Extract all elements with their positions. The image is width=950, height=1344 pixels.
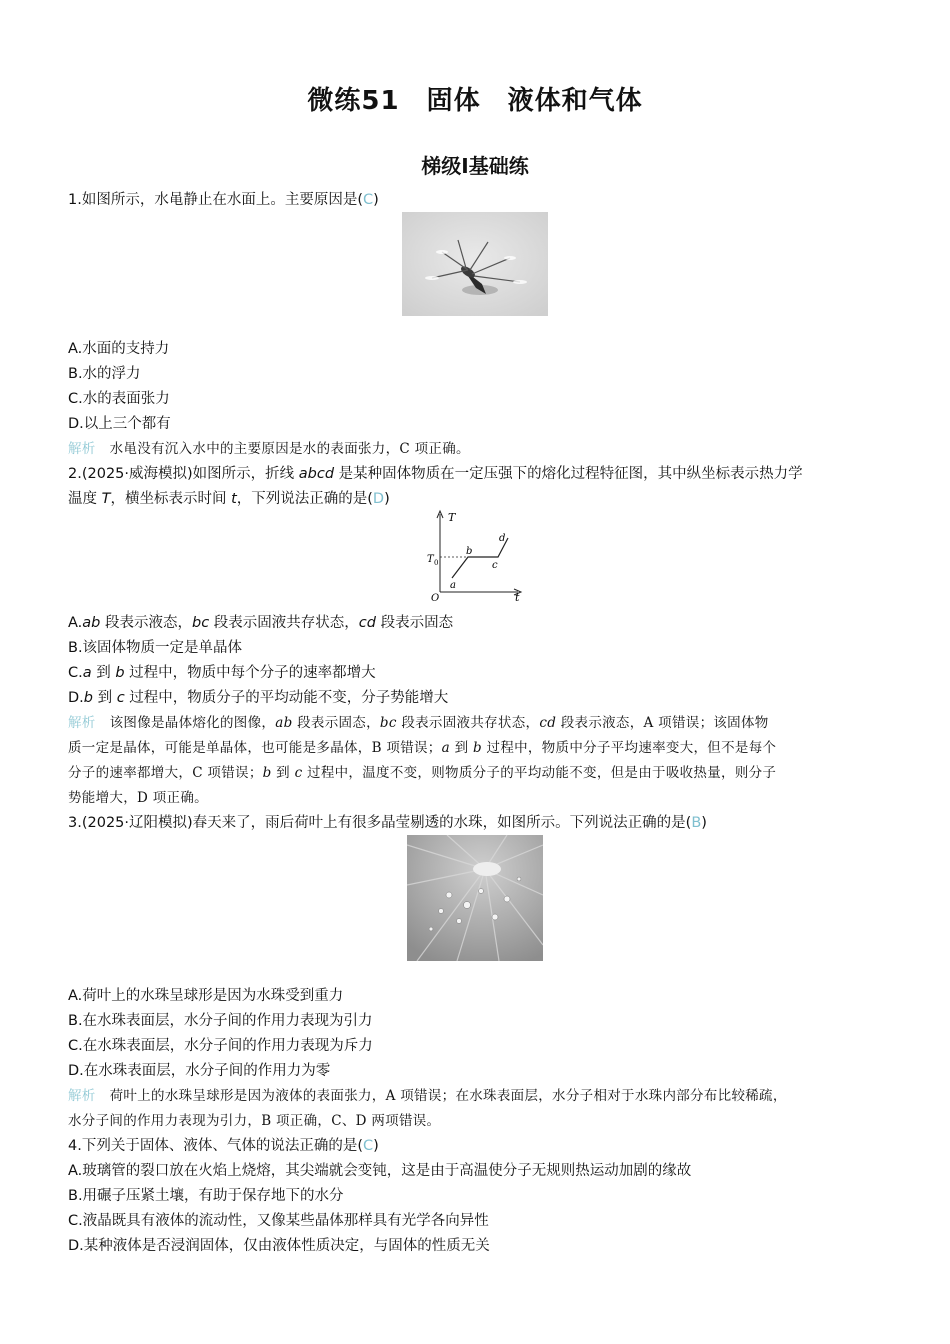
q2-stem-line2: 温度 T，横坐标表示时间 t，下列说法正确的是(D) — [68, 491, 390, 507]
q3-explanation-line2: 水分子间的作用力表现为引力，B 项正确，C、D 两项错误。 — [68, 1113, 441, 1129]
q2-answer: D — [372, 491, 385, 507]
point-d: d — [499, 533, 506, 544]
q2-explanation-line2: 质一定是晶体，可能是单晶体，也可能是多晶体，B 项错误；a 到 b 过程中，物质中分子平均速率变大，但不是每个 — [68, 740, 777, 756]
q3-option-d: D.在水珠表面层，水分子间的作用力为零 — [68, 1063, 331, 1079]
q1-option-d: D.以上三个都有 — [68, 416, 171, 432]
q3-option-c: C.在水珠表面层，水分子间的作用力表现为斥力 — [68, 1038, 373, 1054]
q1-option-c: C.水的表面张力 — [68, 391, 170, 407]
q4-option-d: D.某种液体是否浸润固体，仅由液体性质决定，与固体的性质无关 — [68, 1238, 490, 1254]
q4-answer: C — [363, 1138, 374, 1154]
t0-label: T — [427, 554, 434, 565]
q2-explanation-line1: 解析 该图像是晶体熔化的图像，ab 段表示固态，bc 段表示固液共存状态，cd 段表示液态，A 项错误；该固体物 — [68, 715, 769, 731]
q4-option-c: C.液晶既具有液体的流动性，又像某些晶体那样具有光学各向异性 — [68, 1213, 489, 1229]
q2-option-b: B.该固体物质一定是单晶体 — [68, 640, 243, 656]
q1-option-b: B.水的浮力 — [68, 366, 141, 382]
q2-explanation-line3: 分子的速率都增大，C 项错误；b 到 c 过程中，温度不变，则物质分子的平均动能不变，但是由于吸收热量，则分子 — [68, 765, 777, 781]
q3-answer: B — [691, 815, 702, 831]
q2-option-d: D.b 到 c 过程中，物质分子的平均动能不变，分子势能增大 — [68, 690, 449, 706]
water-strider-photo — [402, 212, 548, 316]
origin-label: O — [431, 593, 440, 602]
x-label: t — [515, 591, 520, 602]
q1-answer: C — [363, 192, 374, 208]
q2-option-c: C.a 到 b 过程中，物质中每个分子的速率都增大 — [68, 665, 376, 681]
q2-explanation-line4: 势能增大，D 项正确。 — [68, 790, 208, 806]
y-label: T — [448, 511, 456, 524]
section-title: 梯级Ⅰ基础练 — [421, 154, 529, 178]
q3-explanation-line1: 解析 荷叶上的水珠呈球形是因为液体的表面张力，A 项错误；在水珠表面层，水分子相对于水珠内部分布比较稀疏， — [68, 1088, 787, 1104]
q3-stem: 3.(2025·辽阳模拟)春天来了，雨后荷叶上有很多晶莹剔透的水珠，如图所示。下列说法正确的是(B) — [68, 815, 707, 831]
q4-stem: 4.下列关于固体、液体、气体的说法正确的是(C) — [68, 1138, 379, 1154]
q3-option-b: B.在水珠表面层，水分子间的作用力表现为引力 — [68, 1013, 373, 1029]
q1-option-a: A.水面的支持力 — [68, 341, 170, 357]
q2-option-a: A.ab 段表示液态，bc 段表示固液共存状态，cd 段表示固态 — [68, 615, 454, 631]
q1-explanation: 解析 水黾没有沉入水中的主要原因是水的表面张力，C 项正确。 — [68, 441, 470, 457]
melting-curve — [452, 538, 508, 578]
q3-option-a: A.荷叶上的水珠呈球形是因为水珠受到重力 — [68, 988, 344, 1004]
melting-graph — [424, 508, 528, 602]
lotus-leaf-photo — [407, 835, 543, 961]
page-title: 微练51 固体 液体和气体 — [307, 86, 643, 116]
t0-sub: 0 — [434, 559, 439, 567]
q4-option-b: B.用碾子压紧土壤，有助于保存地下的水分 — [68, 1188, 344, 1204]
point-a: a — [450, 580, 456, 591]
point-b: b — [466, 546, 473, 557]
point-c: c — [492, 560, 498, 571]
q2-stem-line1: 2.(2025·威海模拟)如图所示，折线 abcd 是某种固体物质在一定压强下的熔化过程特征图，其中纵坐标表示热力学 — [68, 466, 803, 482]
q1-stem: 1.如图所示，水黾静止在水面上。主要原因是(C) — [68, 192, 379, 208]
q4-option-a: A.玻璃管的裂口放在火焰上烧熔，其尖端就会变钝，这是由于高温使分子无规则热运动加剧的缘故 — [68, 1163, 692, 1179]
